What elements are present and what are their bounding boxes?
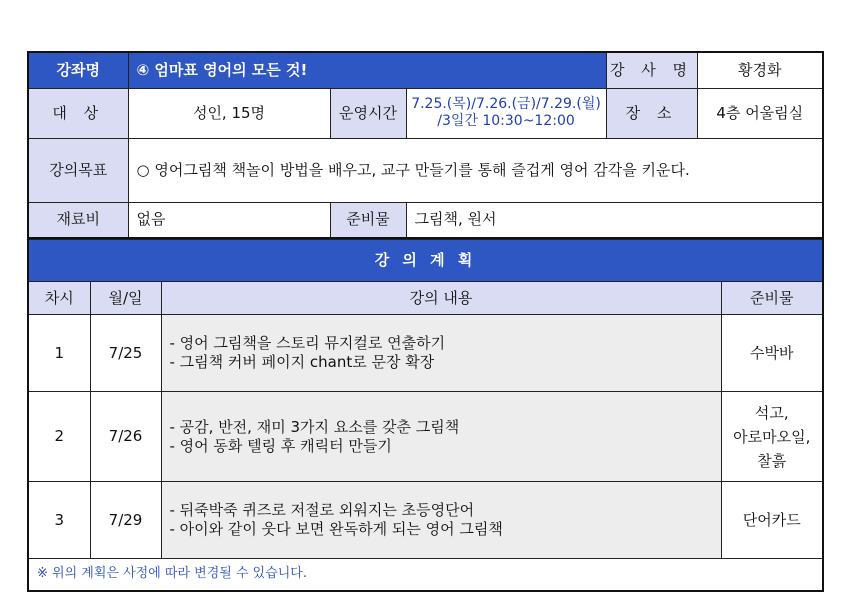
- row-session: 1: [28, 315, 90, 392]
- fee-label: 재료비: [28, 202, 128, 238]
- table-row: [28, 482, 823, 559]
- info-table: [27, 51, 824, 239]
- content-line: - 공감, 반전, 재미 3가지 요소를 갖춘 그림책: [169, 417, 460, 436]
- plan-table: [27, 239, 824, 592]
- row-materials: [721, 315, 823, 392]
- prep-label: 준비물: [330, 202, 406, 238]
- content-line: - 뒤죽박죽 퀴즈로 저절로 외워지는 초등영단어: [169, 501, 475, 520]
- instructor-name: 황경화: [697, 52, 823, 88]
- row-content: [161, 482, 721, 559]
- time-line-2: /3일간 10:30~12:00: [437, 113, 575, 129]
- goal-text: ○ 영어그림책 책놀이 방법을 배우고, 교구 만들기를 통해 즐겁게 영어 감각을 키운다.: [128, 138, 823, 202]
- time-value: [406, 88, 606, 138]
- header-materials: 준비물: [721, 282, 823, 315]
- goal-label: 강의목표: [28, 138, 128, 202]
- materials-line: 단어카드: [742, 510, 801, 529]
- time-label: 운영시간: [330, 88, 406, 138]
- table-row: [28, 315, 823, 392]
- row-date: 7/25: [90, 315, 161, 392]
- materials-line: 찰흙: [757, 451, 787, 470]
- header-date: 월/일: [90, 282, 161, 315]
- fee-value: 없음: [128, 202, 330, 238]
- target-value: 성인, 15명: [128, 88, 330, 138]
- course-name-label: 강좌명: [28, 52, 128, 88]
- plan-title-text: 강 의 계 획: [374, 251, 477, 270]
- course-name-value: ④ 엄마표 영어의 모든 것!: [128, 52, 606, 88]
- time-line-1: 7.25.(목)/7.26.(금)/7.29.(월): [411, 95, 601, 112]
- materials-line: 아로마오일,: [733, 427, 811, 446]
- content-line: - 그림책 커버 페이지 chant로 문장 확장: [169, 353, 435, 371]
- row-date: 7/29: [90, 482, 161, 559]
- content-line: - 아이와 같이 웃다 보면 완독하게 되는 영어 그림책: [169, 520, 503, 538]
- row-session: 3: [28, 482, 90, 559]
- header-session: 차시: [28, 282, 90, 315]
- content-line: - 영어 그림책을 스토리 뮤지컬로 연출하기: [169, 334, 446, 353]
- prep-value: 그림책, 원서: [406, 202, 823, 238]
- plan-note: ※ 위의 계획은 사정에 따라 변경될 수 있습니다.: [28, 559, 823, 591]
- table-row: [28, 392, 823, 482]
- row-session: 2: [28, 392, 90, 482]
- plan-title: [28, 240, 823, 282]
- row-materials: [721, 482, 823, 559]
- row-date: 7/26: [90, 392, 161, 482]
- instructor-label: 강 사 명: [606, 52, 697, 88]
- header-content: 강의 내용: [161, 282, 721, 315]
- materials-line: 석고,: [754, 403, 789, 422]
- row-materials: [721, 392, 823, 482]
- target-label: 대 상: [28, 88, 128, 138]
- materials-line: 수박바: [750, 343, 794, 362]
- row-content: [161, 392, 721, 482]
- row-content: [161, 315, 721, 392]
- content-line: - 영어 동화 텔링 후 캐릭터 만들기: [169, 436, 392, 455]
- course-sheet-main: [27, 51, 822, 592]
- place-label: 장 소: [606, 88, 697, 138]
- place-value: 4층 어울림실: [697, 88, 823, 138]
